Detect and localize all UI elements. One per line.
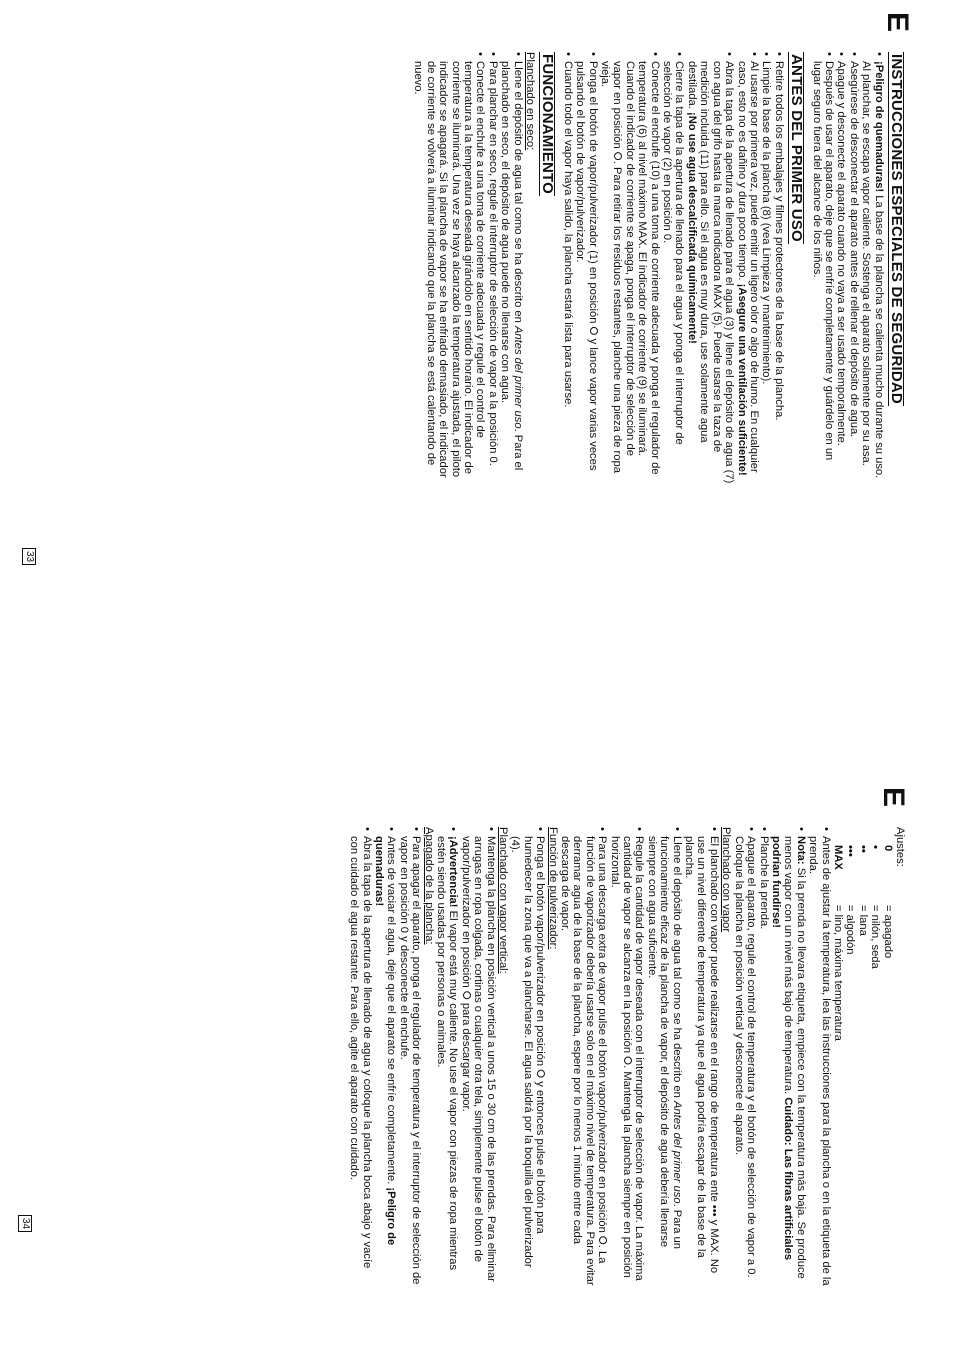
list-item: • Antes de vaciar el agua, deje que el aparato se enfríe completamente. ¡Peligro de quemaduras! bbox=[373, 827, 398, 1287]
page-number: 34 bbox=[18, 1215, 32, 1232]
ajustes-label: Ajustes: bbox=[894, 827, 906, 867]
list-item: • Conecte el enchufe (10) a una toma de corriente adecuada y ponga el regulador de temperatura (6) al nivel máximo MAX. El indicador de corriente (9) se iluminará. Cuando el indicador de corriente se apaga, ponga el interruptor de selección de vapor en posición ⭘. Para retirar los residuos restantes, planche una pieza de ropa vieja. bbox=[599, 52, 661, 487]
list-item: • Antes de ajustar la temperatura, lea las instrucciones para la plancha o en la etiqueta de la prenda. bbox=[807, 827, 832, 1287]
list-item: • Cuando todo el vapor haya salido, la plancha estará lista para usarse. bbox=[561, 52, 573, 487]
subheading: Planchado con vapor vertical: bbox=[497, 827, 509, 974]
language-marker: E bbox=[877, 787, 910, 808]
list-item: • Ponga el botón vapor/pulverizador en posición ⭘ y entonces pulse el botón para humedecer la zona que va a plancharse. El agua saldrá por la boquilla del pulverizador (4). bbox=[509, 827, 546, 1287]
list-item: • Mantenga la plancha en posición vertical a unos 15 o 30 cm de las prendas. Para eliminar arrugas en ropa colgada, cortinas o cualquier otra tela, simplemente pulse el botón de vapor/pulverizador en posición ⭘ para descargar vapor. bbox=[459, 827, 496, 1287]
page-34 bbox=[0, 675, 954, 1350]
list-item: • Para apagar el aparato, ponga el regulador de temperatura y el interruptor de selección de vapor en posición 0 y desconecte el enchufe. bbox=[397, 827, 422, 1287]
ajuste-value: = lino, máxima temperatura bbox=[831, 905, 844, 1041]
list-item: • Retire todos los embalajes y filmes protectores de la base de la plancha. bbox=[772, 52, 784, 487]
subheading: Planchado con vapor bbox=[720, 827, 733, 933]
list-item: • Cierre la tapa de la apertura de llenado para el agua y ponga el interruptor de selección de vapor (2) en posición 0. bbox=[661, 52, 686, 487]
list-item: • Planche la prenda. bbox=[757, 827, 769, 1287]
list-item: • ¡Advertencia! El vapor está muy caliente. No use el vapor con piezas de ropa mientras estén siendo usadas por personas o animales. bbox=[435, 827, 460, 1287]
list-item: • Para una descarga extra de vapor pulse el botón vapor/pulverizador en posición ⭘. La función de vaporizador debería usarse solo en el máximo nivel de temperatura. Para evitar derramar agua de la base de la plancha, espere por lo menos 1 minuto entre cada descarga de vapor. bbox=[559, 827, 609, 1287]
list-item: • Llene el depósito de agua tal como se ha descrito en Antes del primer uso. Para un funcionamiento eficaz de la plancha de vapor, el depósito de agua debería llenarse siempre con agua suficiente. bbox=[645, 827, 682, 1287]
page-33-column bbox=[412, 52, 910, 487]
list-item: • Para planchar en seco, regule el interruptor de selección de vapor a la posición 0. bbox=[486, 52, 498, 487]
page-number: 33 bbox=[22, 548, 36, 565]
ajustes-table bbox=[832, 845, 894, 1287]
list-item: • El planchado con vapor puede realizarse en el rango de temperatura ente ••• y MAX. No use un nivel diferente de temperatura ya que el agua podría escapar de la base de la plancha. bbox=[683, 827, 720, 1287]
section-title-primer-uso: ANTES DEL PRIMER USO bbox=[788, 54, 806, 242]
ajuste-value: = nilón, seda bbox=[869, 905, 882, 969]
section-title-funcionamiento: FUNCIONAMIENTO bbox=[539, 54, 557, 195]
list-item: • ¡Peligro de quemaduras! La base de la plancha se calienta mucho durante su uso. Al planchar, se escapa vapor caliente. Sostenga el aparato solamente por su asa. bbox=[860, 52, 885, 487]
ajuste-key: • bbox=[869, 845, 882, 849]
page-34-content bbox=[6, 783, 910, 1350]
ajuste-value: = algodón bbox=[844, 905, 857, 955]
subheading: Planchado en seco: bbox=[524, 52, 537, 151]
list-item: • Conecte el enchufe a una toma de corriente adecuada y regule el control de temperatura a la temperatura deseada girándolo en sentido horario. El indicador de corriente se iluminará. Una vez se haya alcanzado la temperatura ajustada, el piloto indicador se apagará. Si la plancha de vapor se ha enfriado demasiado, el indicador de corriente se volverá a iluminar indicando que la plancha se está calentando de nuevo. bbox=[412, 52, 486, 487]
list-item: • Apague y desconecte el aparato cuando no vaya a ser usado temporalmente. bbox=[835, 52, 847, 487]
ajuste-key: MAX bbox=[831, 845, 844, 870]
ajuste-value: = lana bbox=[856, 905, 869, 936]
list-item: • Llene el depósito de agua tal como se ha descrito en Antes del primer uso. Para el planchado en seco, el depósito de agua puede no llenarse con agua. bbox=[499, 52, 524, 487]
list-item: • Después de usar el aparato, deje que se enfríe completamente y guárdelo en un lugar seguro fuera del alcance de los niños. bbox=[810, 52, 835, 487]
ajuste-key: ••• bbox=[844, 845, 857, 857]
ajuste-key: •• bbox=[856, 845, 869, 853]
language-marker: E bbox=[881, 12, 914, 33]
subheading: Apagado de la plancha: bbox=[422, 827, 435, 945]
list-item: • Regule la cantidad de vapor deseada con el interruptor de selección de vapor. La máxima cantidad de vapor se alcanza en la posición ⭘. Mantenga la plancha siempre en posición horizontal. bbox=[608, 827, 645, 1287]
list-item: • Limpie la base de la plancha (8) (vea Limpieza y mantenimiento). bbox=[760, 52, 772, 487]
list-item: • Abra la tapa de la apertura de llenado para el agua (3) y llene el depósito de agua (7) con agua del grifo hasta la marca indicadora MAX (5). Puede usarse la taza de medición incluida (11) para ello. Si el agua es muy dura, use solamente agua destilada. ¡No use agua descalcificada químicamente! bbox=[686, 52, 736, 487]
ajuste-value: = apagado bbox=[881, 905, 894, 959]
list-item: • Abra la tapa de la apertura de llenado de agua y coloque la plancha boca abajo y vacíe con cuidado el agua restante. Para ello, agite el aparato con cuidado. bbox=[348, 827, 373, 1287]
list-item: • Apague el aparato, regule el control de temperatura y el botón de selección de vapor a 0. Coloque la plancha en posición vertical y desconecte el aparato. bbox=[732, 827, 757, 1287]
page-34-column bbox=[348, 827, 906, 1287]
list-item: • Nota: Si la prenda no llevara etiqueta, empiece con la temperatura más baja. Se produce menos vapor con un nivel más bajo de temperatura. Cuidado: Las fibras artificiales podrían fundirse! bbox=[770, 827, 807, 1287]
list-item: • Al usarse por primera vez, puede emitir un ligero olor o algo de humo. En cualquier caso, esto no es dañino y dura poco tiempo. ¡Asegure una ventilación suficiente! bbox=[735, 52, 760, 487]
section-title-seguridad: INSTRUCCIONES ESPECIALES DE SEGURIDAD bbox=[888, 54, 905, 404]
list-item: • Asegúrese de desconectar el aparato antes de rellenar el depósito de agua. bbox=[847, 52, 859, 487]
page-33-content bbox=[10, 8, 914, 658]
list-item: • Ponga el botón de vapor/pulverizador (1) en posición ⭘ y lance vapor varias veces pulsando el botón de vapor/pulverizador. bbox=[574, 52, 599, 487]
subheading: Función de pulverizador: bbox=[546, 827, 559, 950]
ajuste-key: 0 bbox=[881, 845, 894, 852]
